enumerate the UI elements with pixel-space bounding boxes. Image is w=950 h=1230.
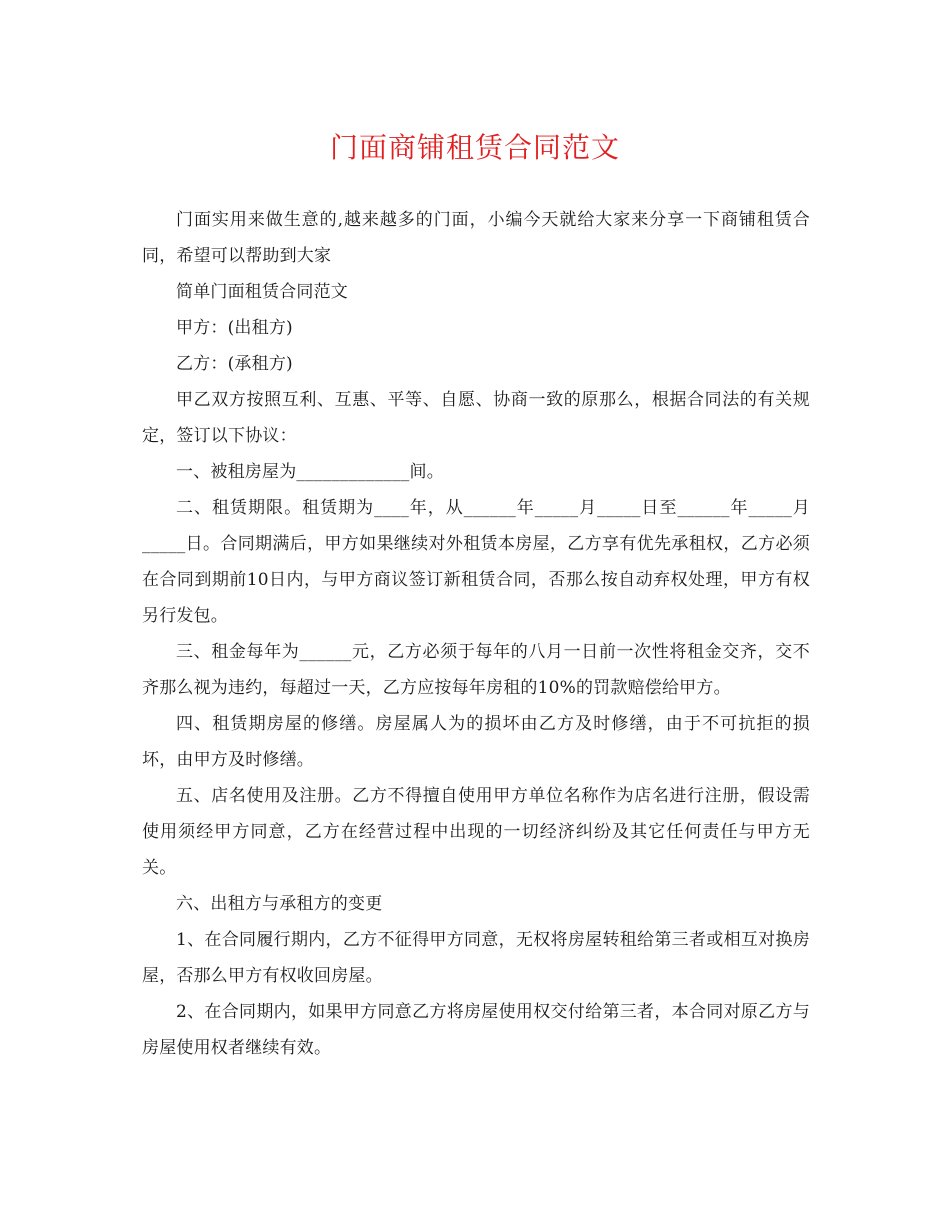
paragraph-clause-2: 二、租赁期限。租赁期为____年，从______年_____月_____日至______年_____月_____日。合同期满后，甲方如果继续对外租赁本房屋，乙方享有优先承租权，乙方必须在合同到期前10日内，与甲方商议签订新租赁合同，否那么按自动弃权处理，甲方有权另行发包。: [142, 498, 810, 626]
paragraph-intro: 门面实用来做生意的,越来越多的门面，小编今天就给大家来分享一下商铺租赁合同，希望可以帮助到大家: [142, 210, 810, 266]
paragraph-clause-1: 一、被租房屋为_____________间。: [176, 462, 444, 482]
paragraph-clause-3: 三、租金每年为______元，乙方必须于每年的八月一日前一次性将租金交齐，交不齐那么视为违约，每超过一天，乙方应按每年房租的10%的罚款赔偿给甲方。: [142, 642, 810, 698]
document-body: [142, 202, 810, 1066]
paragraph-clause-6: 六、出租方与承租方的变更: [176, 894, 383, 914]
paragraph-party-b: 乙方：(承租方): [176, 354, 293, 374]
paragraph-subtitle: 简单门面租赁合同范文: [176, 282, 348, 302]
paragraph-clause-4: 四、租赁期房屋的修缮。房屋属人为的损坏由乙方及时修缮，由于不可抗拒的损坏，由甲方及时修缮。: [142, 714, 810, 770]
paragraph-clause-6-1: 1、在合同履行期内，乙方不征得甲方同意，无权将房屋转租给第三者或相互对换房屋，否那么甲方有权收回房屋。: [142, 930, 810, 986]
paragraph-party-a: 甲方：(出租方): [176, 318, 293, 338]
paragraph-clause-6-2: 2、在合同期内，如果甲方同意乙方将房屋使用权交付给第三者，本合同对原乙方与房屋使用权者继续有效。: [142, 1002, 810, 1058]
document-title: 门面商铺租赁合同范文: [329, 131, 620, 164]
paragraph-agreement: 甲乙双方按照互利、互惠、平等、自愿、协商一致的原那么，根据合同法的有关规定，签订以下协议：: [142, 390, 810, 446]
paragraph-clause-5: 五、店名使用及注册。乙方不得擅自使用甲方单位名称作为店名进行注册，假设需使用须经甲方同意，乙方在经营过程中出现的一切经济纠纷及其它任何责任与甲方无关。: [142, 786, 810, 878]
